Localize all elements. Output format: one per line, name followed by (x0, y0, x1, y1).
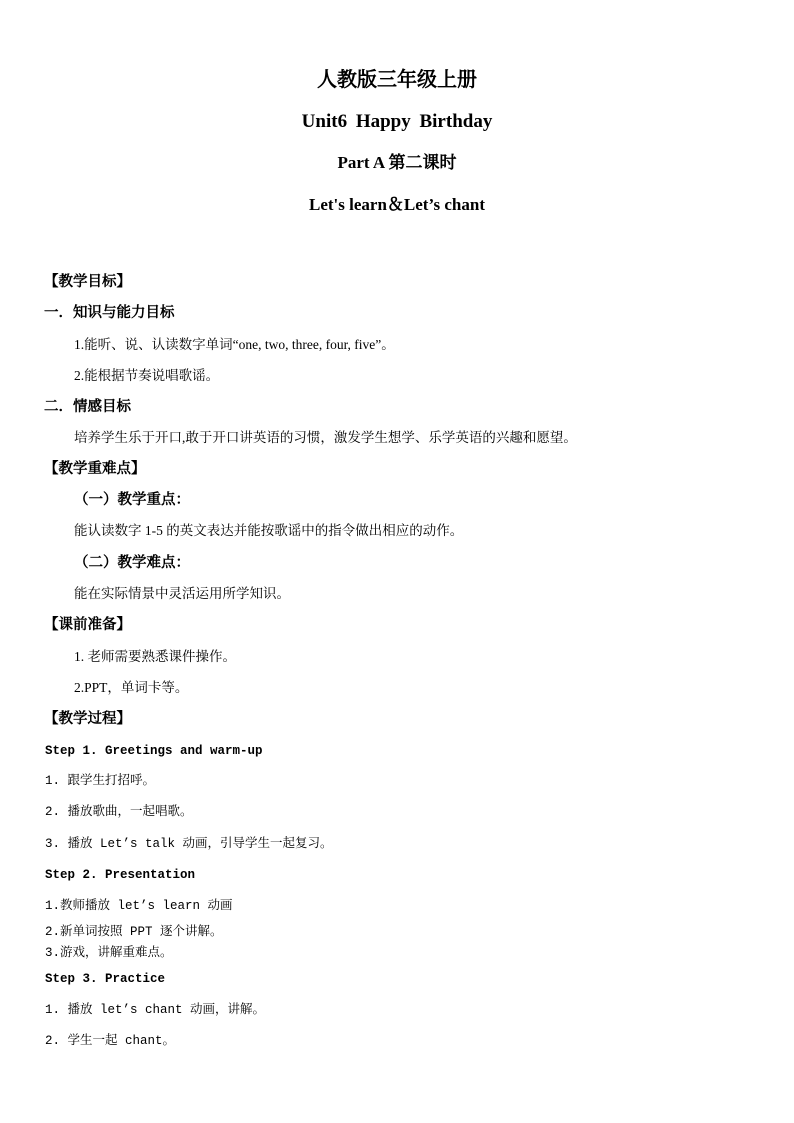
focus-heading: （一）教学重点： (74, 492, 190, 508)
emotion-heading: 二．情感目标 (44, 399, 131, 415)
step-item: 1.教师播放 let’s learn 动画 (45, 899, 233, 913)
part-title: Part A 第二课时 (337, 153, 457, 172)
knowledge-item: 2.能根据节奏说唱歌谣。 (74, 368, 220, 383)
knowledge-heading: 一．知识与能力目标 (44, 305, 175, 321)
document-title: 人教版三年级上册 (317, 69, 477, 91)
step-heading: Step 3. Practice (45, 972, 166, 986)
step-item: 1. 跟学生打招呼。 (45, 774, 156, 788)
preparation-heading: 【课前准备】 (44, 617, 131, 633)
step-item: 3. 播放 Let’s talk 动画，引导学生一起复习。 (45, 837, 333, 851)
unit-title: Unit6 Happy Birthday (301, 111, 493, 132)
objectives-heading: 【教学目标】 (44, 274, 131, 290)
step-item: 2.新单词按照 PPT 逐个讲解。 (45, 925, 223, 939)
preparation-item: 2.PPT，单词卡等。 (74, 680, 189, 695)
difficulty-heading: （二）教学难点： (74, 555, 190, 571)
step-item: 2. 播放歌曲，一起唱歌。 (45, 805, 193, 819)
knowledge-item: 1.能听、说、认读数字单词“one, two, three, four, five”。 (74, 337, 395, 352)
step-item: 2. 学生一起 chant。 (45, 1034, 176, 1048)
step-heading: Step 1. Greetings and warm-up (45, 744, 263, 758)
preparation-item: 1. 老师需要熟悉课件操作。 (74, 649, 236, 664)
step-heading: Step 2. Presentation (45, 868, 196, 882)
lesson-title: Let's learn＆Let’s chant (309, 195, 485, 214)
key-points-heading: 【教学重难点】 (44, 461, 146, 477)
difficulty-text: 能在实际情景中灵活运用所学知识。 (74, 586, 290, 601)
emotion-text: 培养学生乐于开口,敢于开口讲英语的习惯，激发学生想学、乐学英语的兴趣和愿望。 (74, 430, 577, 445)
step-item: 1. 播放 let’s chant 动画，讲解。 (45, 1003, 266, 1017)
process-heading: 【教学过程】 (44, 711, 131, 727)
step-item: 3.游戏，讲解重难点。 (45, 946, 173, 960)
focus-text: 能认读数字 1-5 的英文表达并能按歌谣中的指令做出相应的动作。 (74, 523, 464, 538)
